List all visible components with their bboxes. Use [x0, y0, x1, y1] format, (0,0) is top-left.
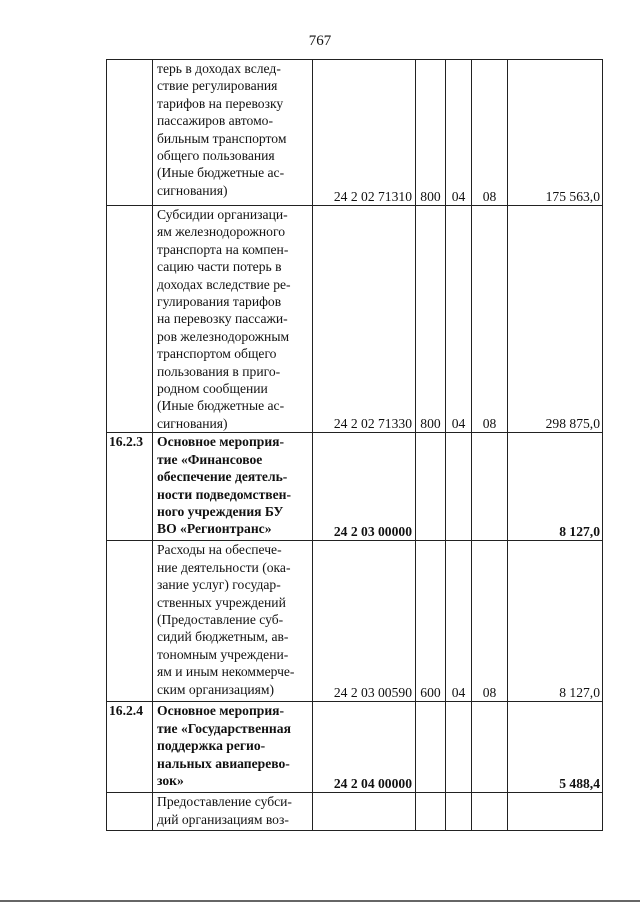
amount: 298 875,0: [508, 206, 603, 433]
subsection-code: [472, 793, 508, 831]
target-article-code: 24 2 02 71310: [313, 60, 416, 206]
section-code: 04: [446, 541, 472, 702]
section-code: 04: [446, 60, 472, 206]
amount: 8 127,0: [508, 433, 603, 541]
subsection-code: [472, 702, 508, 793]
amount: 5 488,4: [508, 702, 603, 793]
scan-bottom-edge: [0, 900, 640, 902]
expense-type-code: 800: [416, 206, 446, 433]
expense-type-code: 800: [416, 60, 446, 206]
section-code: [446, 702, 472, 793]
target-article-code: 24 2 02 71330: [313, 206, 416, 433]
subsection-code: 08: [472, 60, 508, 206]
expense-type-code: 600: [416, 541, 446, 702]
row-number: [107, 541, 153, 702]
target-article-code: 24 2 03 00000: [313, 433, 416, 541]
table-row: [107, 206, 603, 433]
row-number: [107, 60, 153, 206]
row-description: Предоставление субси- дий организациям воз-: [153, 793, 313, 831]
target-article-code: [313, 793, 416, 831]
page-number: 767: [308, 33, 332, 49]
target-article-code: 24 2 04 00000: [313, 702, 416, 793]
expense-type-code: [416, 433, 446, 541]
row-description: Основное мероприя- тие «Государственная поддержка регио- нальных авиаперево- зок»: [153, 702, 313, 793]
row-description: Субсидии организаци- ям железнодорожного транспорта на компен- сацию части потерь в доходах вследствие ре- гулирования тарифов на перевозку пассажи- ров железнодорожным транспортом общего пользования в приго- родном сообщении (Иные бюджетные ас- сигнования): [153, 206, 313, 433]
target-article-code: 24 2 03 00590: [313, 541, 416, 702]
section-code: [446, 433, 472, 541]
subsection-code: 08: [472, 206, 508, 433]
table-row-main-activity: [107, 433, 603, 541]
row-description: Основное мероприя- тие «Финансовое обеспечение деятель- ности подведомствен- ного учреждения БУ ВО «Регионтранс»: [153, 433, 313, 541]
row-number: 16.2.4: [107, 702, 153, 793]
row-number: [107, 793, 153, 831]
row-number: 16.2.3: [107, 433, 153, 541]
amount: [508, 793, 603, 831]
row-description: терь в доходах вслед- ствие регулирования тарифов на перевозку пассажиров автомо- бильным транспортом общего пользования (Иные бюджетные ас- сигнования): [153, 60, 313, 206]
row-description: Расходы на обеспече- ние деятельности (ока- зание услуг) государ- ственных учреждений (Предоставление суб- сидий бюджетным, ав- тономным учреждени- ям и иным некоммерче- ским организациям): [153, 541, 313, 702]
amount: 175 563,0: [508, 60, 603, 206]
subsection-code: [472, 433, 508, 541]
expense-type-code: [416, 793, 446, 831]
amount: 8 127,0: [508, 541, 603, 702]
budget-table: [106, 59, 603, 831]
section-code: 04: [446, 206, 472, 433]
subsection-code: 08: [472, 541, 508, 702]
table-row: [107, 793, 603, 831]
table-row: [107, 60, 603, 206]
table-row-main-activity: [107, 702, 603, 793]
section-code: [446, 793, 472, 831]
table-row: [107, 541, 603, 702]
row-number: [107, 206, 153, 433]
expense-type-code: [416, 702, 446, 793]
